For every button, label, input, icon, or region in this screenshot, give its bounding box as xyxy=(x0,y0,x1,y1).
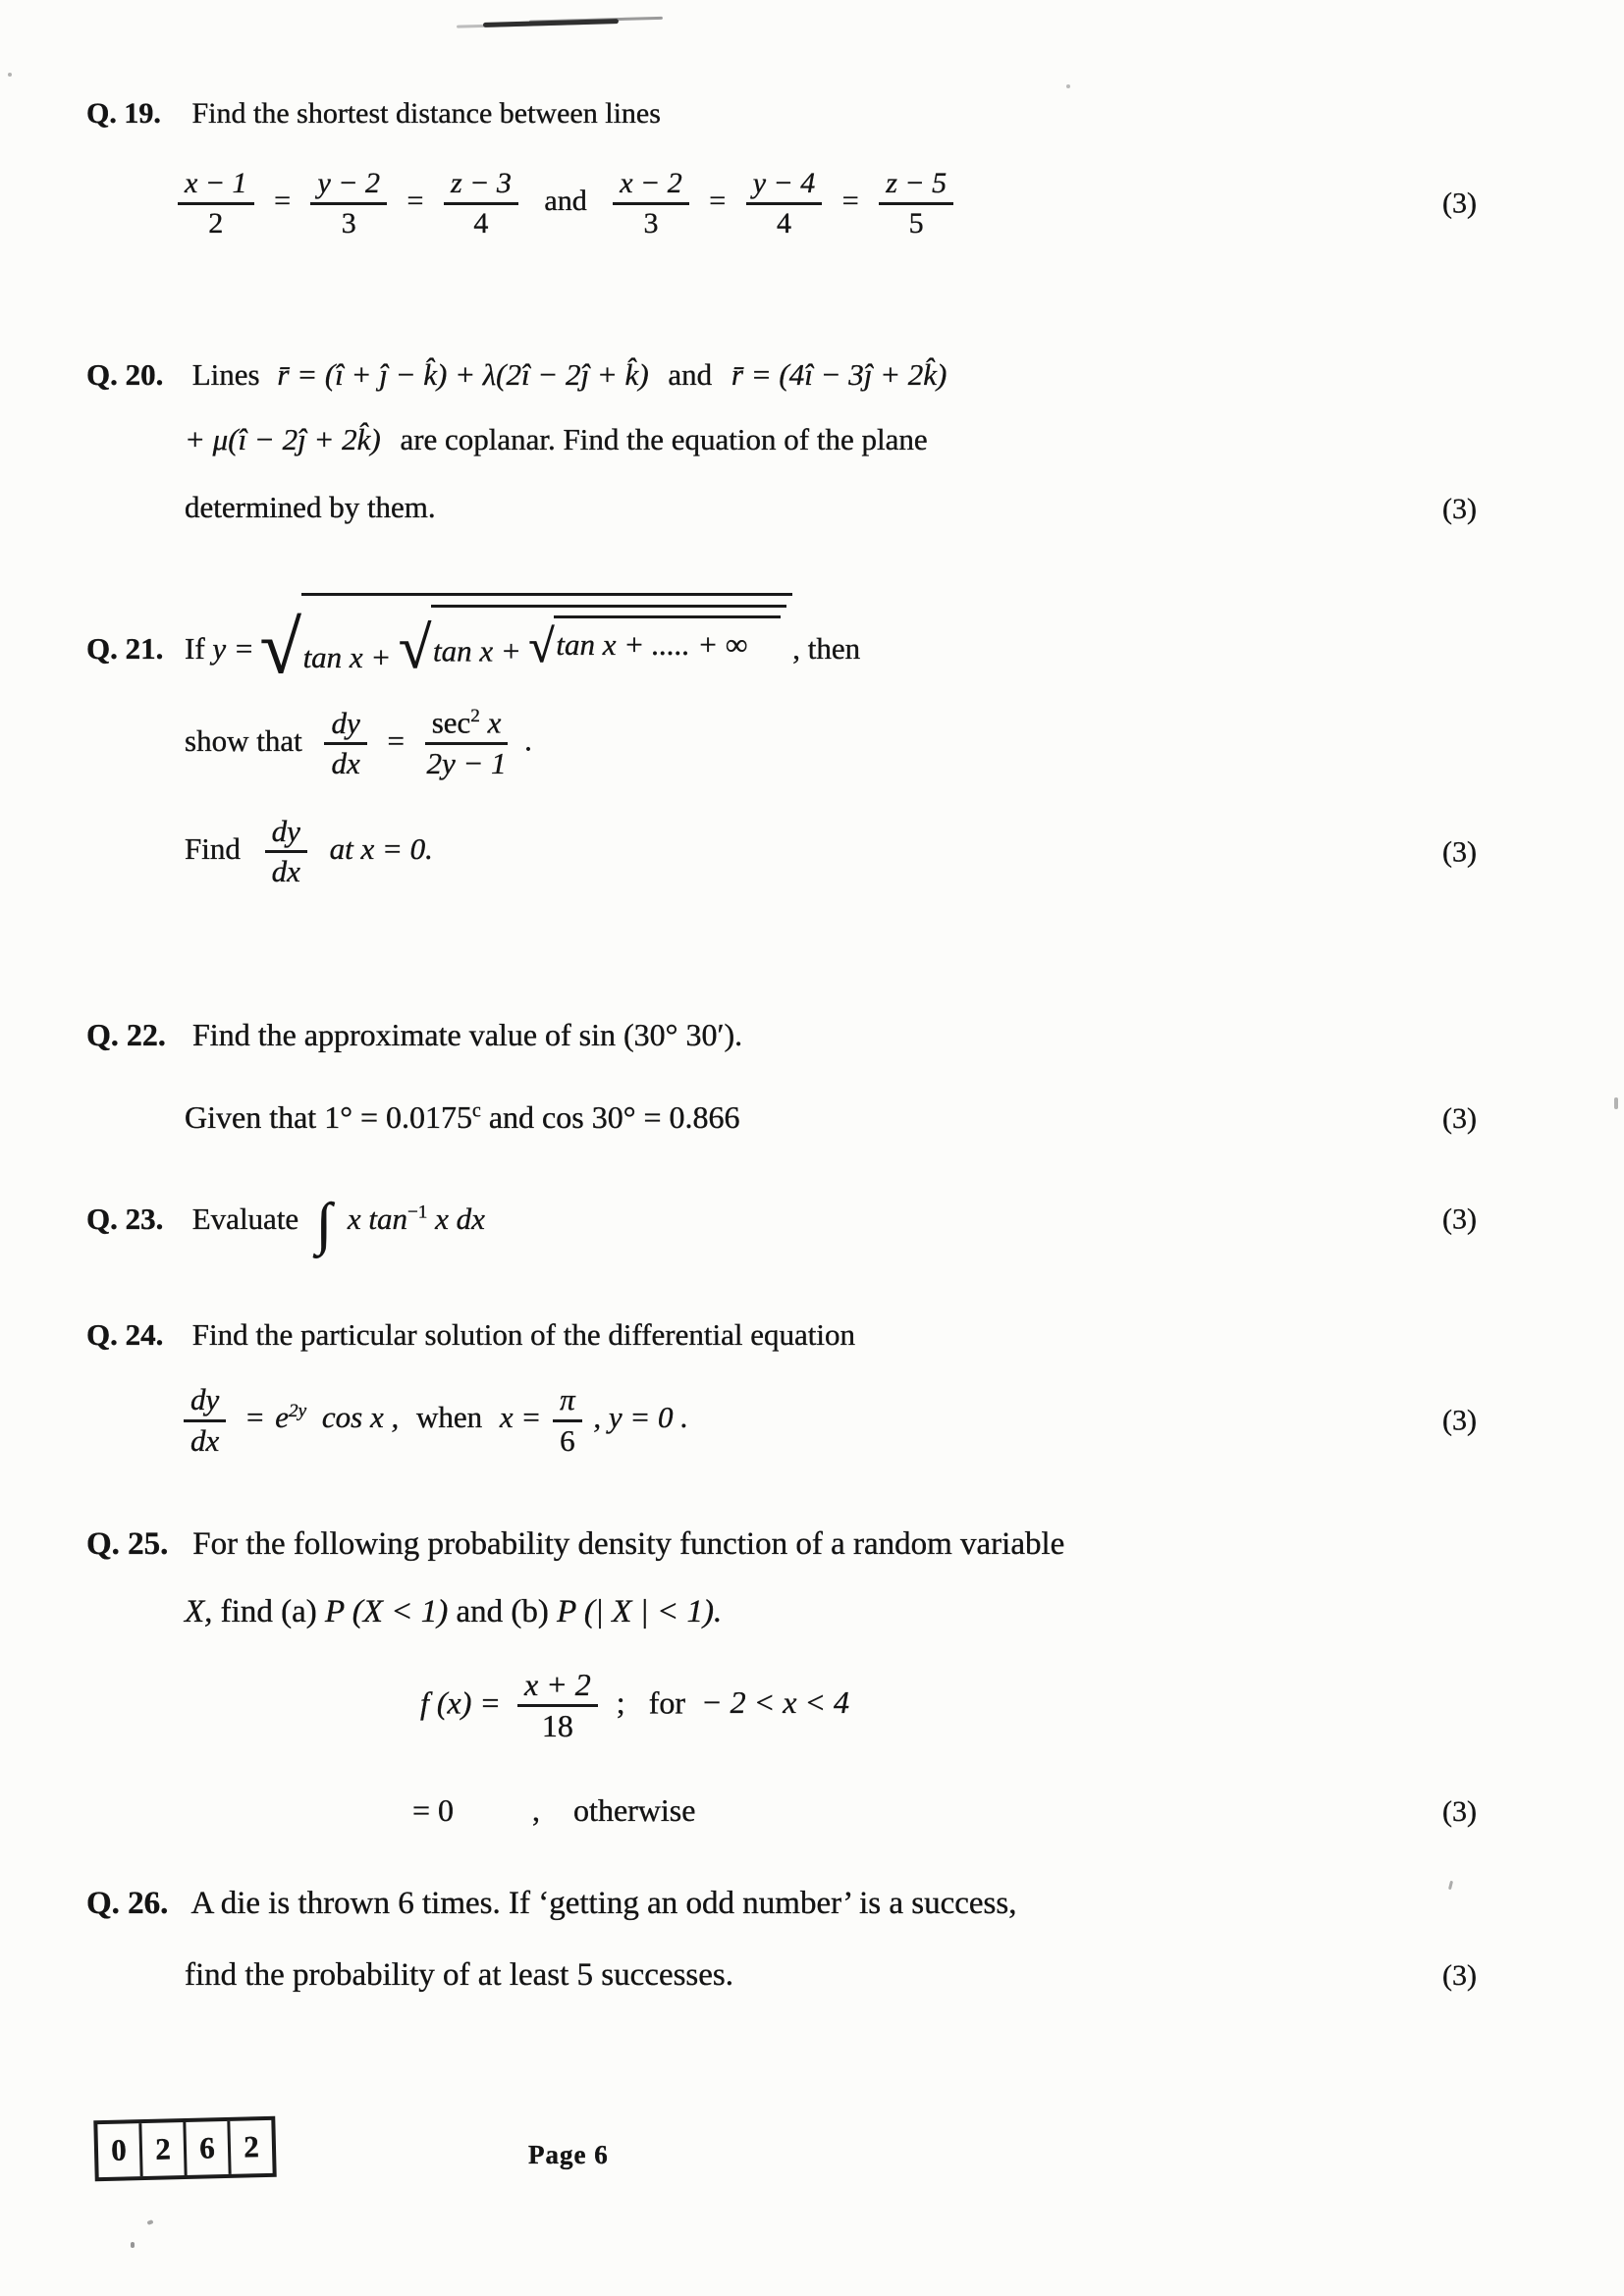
question-21-find-line xyxy=(185,813,1477,889)
marks-badge: (3) xyxy=(1442,1202,1477,1236)
scan-speck xyxy=(1066,84,1070,88)
at-x-equals-0: at x = 0. xyxy=(329,831,433,867)
question-22-text: Find the approximate value of sin (30° 30′). xyxy=(192,1017,743,1052)
marks-badge: (3) xyxy=(1442,835,1477,869)
dy-dx-fraction: $\frac{dy}{dx}$ xyxy=(324,708,366,780)
question-25-number: Q. 25. xyxy=(86,1526,169,1562)
question-26-text: A die is thrown 6 times. If ‘getting an odd number’ is a success, xyxy=(190,1886,1017,1921)
question-19 xyxy=(86,94,1477,239)
integral-sign: ∫ xyxy=(315,1191,333,1255)
question-22-line1 xyxy=(86,1015,1477,1056)
question-19-equation xyxy=(169,168,1477,239)
probability-a: P (X < 1) xyxy=(324,1593,449,1629)
question-25-line1 xyxy=(86,1523,1477,1566)
radical-sign: √ xyxy=(528,620,555,672)
marks-badge: (3) xyxy=(1442,1794,1477,1828)
superscript-2: 2 xyxy=(470,706,480,727)
question-22 xyxy=(86,1015,1477,1138)
radical-term-2: tan x + xyxy=(433,633,521,668)
and-parts-text: and (b) xyxy=(448,1593,558,1629)
x-equals: x = xyxy=(499,1400,542,1435)
integrand-part2: x dx xyxy=(427,1201,485,1236)
question-25 xyxy=(86,1523,1477,1832)
equals-sign: = xyxy=(246,1400,264,1435)
period: . xyxy=(524,722,532,758)
question-20-line3 xyxy=(185,488,1477,527)
y-equals: y = xyxy=(212,631,254,667)
question-20-line1 xyxy=(86,355,1477,395)
question-20-text3: determined by them. xyxy=(185,489,436,524)
question-23-number: Q. 23. xyxy=(86,1201,164,1236)
question-25-otherwise-line xyxy=(412,1790,1477,1832)
question-24-line1 xyxy=(86,1315,1477,1355)
find-text: Find xyxy=(185,831,241,867)
question-24 xyxy=(86,1315,1477,1457)
equals-sign: = xyxy=(274,184,291,217)
otherwise-text: otherwise xyxy=(573,1791,696,1828)
question-21-line1 xyxy=(86,593,1477,690)
equals-sign: = xyxy=(841,184,859,217)
radical-sign: √ xyxy=(259,607,301,690)
semicolon: ; xyxy=(616,1684,625,1721)
question-21-if: If xyxy=(185,631,213,667)
marks-badge: (3) xyxy=(1442,1958,1477,1992)
dy-dx-fraction: $\frac{dy}{dx}$ xyxy=(184,1384,226,1457)
question-23 xyxy=(86,1191,1477,1255)
radian-superscript-c: c xyxy=(472,1098,481,1121)
superscript-minus-1: −1 xyxy=(406,1201,428,1223)
given-text-pre: Given that 1° = 0.0175 xyxy=(185,1098,473,1135)
fraction: $\frac{y - 2}{3}$ xyxy=(310,168,387,239)
question-22-line2 xyxy=(185,1097,1477,1139)
question-26-line2 xyxy=(185,1954,1477,1997)
show-that-text: show that xyxy=(185,722,302,758)
radical-term-3: tan x + ..... + ∞ xyxy=(556,627,748,662)
question-20-line2 xyxy=(185,420,1477,459)
question-19-number: Q. 19. xyxy=(86,97,161,130)
scan-speck xyxy=(8,73,12,77)
marks-badge: (3) xyxy=(1442,1404,1477,1437)
f-of-x-equals: f (x) = xyxy=(420,1684,501,1721)
question-24-number: Q. 24. xyxy=(86,1317,164,1352)
equals-zero: = 0 xyxy=(412,1791,455,1828)
and-connector: and xyxy=(544,184,587,217)
scan-artifact-dash xyxy=(483,19,619,27)
fraction: $\frac{x - 1}{2}$ xyxy=(178,168,254,239)
and-connector: and xyxy=(668,357,713,392)
vector-equation-2: r̄ = (4î − 3ĵ + 2k̂) xyxy=(731,357,947,392)
question-21-show-line xyxy=(185,707,1477,779)
scan-speck xyxy=(146,2219,153,2225)
domain-inequality: − 2 < x < 4 xyxy=(701,1684,849,1721)
question-25-line2 xyxy=(185,1591,1477,1633)
question-19-text: Find the shortest distance between lines xyxy=(191,97,661,130)
marks-badge: (3) xyxy=(1442,187,1477,220)
given-text-post: and cos 30° = 0.866 xyxy=(480,1098,740,1135)
for-text: for xyxy=(648,1684,685,1721)
question-20-text2: are coplanar. Find the equation of the plane xyxy=(400,422,928,457)
scan-speck xyxy=(1614,1097,1618,1109)
fraction: $\frac{y - 4}{4}$ xyxy=(746,168,823,239)
page-number-label: Page 6 xyxy=(528,2140,609,2169)
code-digit: 2 xyxy=(243,2129,260,2164)
question-20 xyxy=(86,355,1477,527)
fraction: $\frac{x - 2}{3}$ xyxy=(613,168,689,239)
when-text: when xyxy=(415,1400,483,1435)
code-digit: 6 xyxy=(186,2121,231,2175)
question-25-pdf-equation xyxy=(420,1666,1477,1744)
comma: , xyxy=(532,1791,541,1828)
nested-radical-2 xyxy=(399,605,786,681)
question-24-equation xyxy=(175,1384,1477,1457)
sec-fraction: $\frac{\sec^2 x}{2y - 1}$ xyxy=(426,705,507,781)
radical-term-1: tan x + xyxy=(302,640,392,675)
question-21-number: Q. 21. xyxy=(86,631,164,667)
question-21-then: , then xyxy=(792,631,861,667)
equals-sign: = xyxy=(709,184,727,217)
code-digit: 0 xyxy=(97,2123,142,2177)
nested-radical-3 xyxy=(528,615,782,672)
fraction: $\frac{z - 3}{4}$ xyxy=(444,168,518,239)
marks-badge: (3) xyxy=(1442,492,1477,525)
question-20-number: Q. 20. xyxy=(86,357,164,392)
scan-speck xyxy=(131,2242,135,2248)
integrand-part1: x tan xyxy=(347,1201,407,1236)
question-19-line1 xyxy=(86,94,1477,133)
marks-badge: (3) xyxy=(1442,1101,1477,1135)
question-22-number: Q. 22. xyxy=(86,1017,166,1052)
code-digit: 2 xyxy=(141,2122,187,2176)
nested-radical xyxy=(259,593,792,690)
radical-sign: √ xyxy=(399,615,432,681)
exponent-2y: 2y xyxy=(289,1401,307,1422)
question-paper-code-box xyxy=(93,2116,276,2182)
e-base: e xyxy=(275,1400,290,1435)
question-23-line1 xyxy=(86,1191,1477,1255)
question-26-text2: find the probability of at least 5 successes. xyxy=(185,1956,734,1993)
find-parts-text: find (a) xyxy=(212,1593,325,1629)
evaluate-text: Evaluate xyxy=(191,1201,299,1236)
random-variable-x: X, xyxy=(185,1593,213,1629)
y-equals-0-text: , y = 0 . xyxy=(593,1400,689,1435)
question-20-text: Lines xyxy=(191,357,260,392)
pi-over-6-fraction: $\frac{\pi}{6}$ xyxy=(553,1384,582,1457)
question-26-number: Q. 26. xyxy=(86,1886,169,1921)
question-24-text: Find the particular solution of the differential equation xyxy=(191,1317,855,1352)
vector-equation-2-continued: + μ(î − 2ĵ + 2k̂) xyxy=(185,422,381,457)
pdf-fraction: $\frac{x + 2}{18}$ xyxy=(517,1669,598,1743)
dy-dx-fraction: $\frac{dy}{dx}$ xyxy=(265,816,307,888)
question-26 xyxy=(86,1883,1477,1997)
question-21 xyxy=(86,593,1477,888)
question-25-text: For the following probability density function of a random variable xyxy=(192,1526,1065,1562)
cos-x-text: cos x , xyxy=(321,1400,400,1435)
vector-equation-1: r̄ = (î + ĵ − k̂) + λ(2î − 2ĵ + k̂) xyxy=(277,357,649,392)
fraction: $\frac{z - 5}{5}$ xyxy=(879,168,953,239)
equals-sign: = xyxy=(406,184,424,217)
equals-sign: = xyxy=(387,722,405,758)
probability-b: P (| X | < 1). xyxy=(557,1593,723,1629)
question-26-line1 xyxy=(86,1883,1477,1925)
